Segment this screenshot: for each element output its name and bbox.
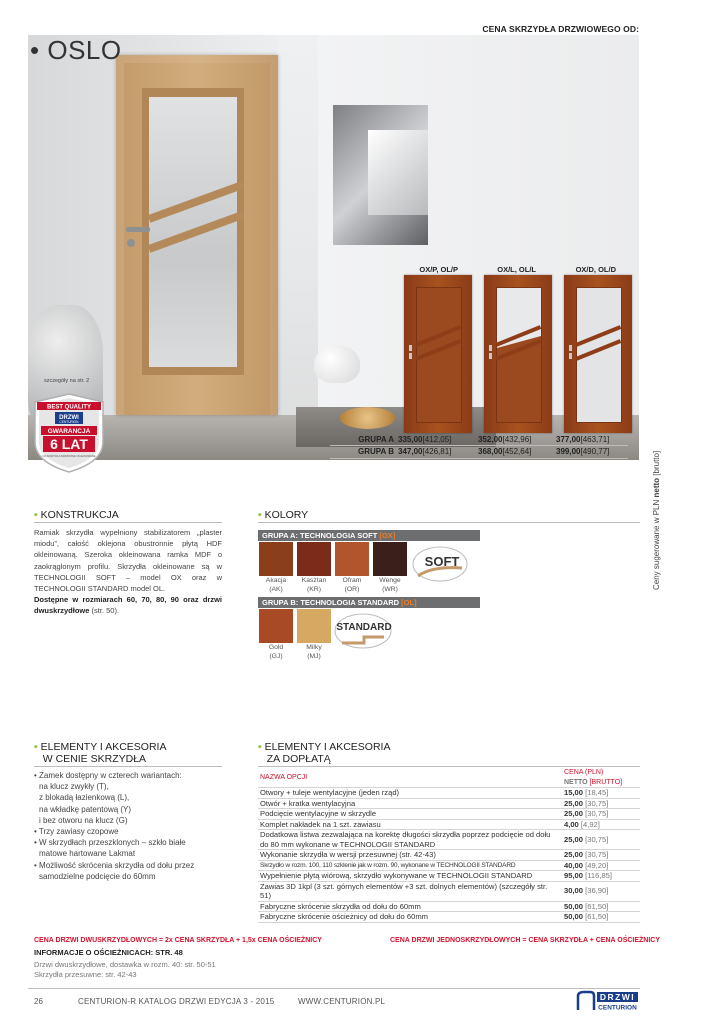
footer-rule	[28, 988, 640, 989]
swatch-kasztan	[297, 542, 331, 576]
bread	[340, 407, 395, 429]
table-row: Fabryczne skrócenie ościeżnicy od dołu do 60mm 50,00 [61,50]	[258, 912, 640, 923]
grupa-divider	[330, 458, 628, 459]
table-row: Wykonanie skrzydła w wersji przesuwnej (str. 42-43) 25,00 [30,75]	[258, 850, 640, 861]
spec-note: szczegóły na str. 2	[44, 378, 90, 384]
door-hinge	[409, 345, 412, 351]
single-door-formula: CENA DRZWI JEDNOSKRZYDŁOWYCH = CENA SKRZYDŁA + CENA OŚCIEŻNICY	[390, 937, 661, 944]
table-header-price: CENA (PLN) NETTO [BRUTTO]	[562, 768, 640, 788]
kolory-group-a-bar: GRUPA A: TECHNOLOGIA SOFT [OX]	[258, 530, 480, 541]
standard-badge-label: STANDARD	[336, 622, 392, 633]
price-p-grupa-b: 347,00[426,81]	[398, 447, 452, 456]
badge-line2: GWARANCJA	[47, 428, 91, 435]
price-side-note: Ceny sugerowane w PLN netto [brutto]	[652, 450, 661, 590]
swatch-milky	[297, 609, 331, 643]
centurion-logo	[576, 990, 640, 1012]
swatch-label-ofram: Ofram (OR)	[342, 577, 362, 593]
badge-brand-sub: CENTURION	[59, 420, 79, 424]
price-d-grupa-a: 377,00[463,71]	[556, 435, 610, 444]
elementy-doplata-title: • ELEMENTY I AKCESORIA ZA DOPŁATĄ	[258, 741, 391, 765]
swatch-gold	[259, 609, 293, 643]
door-hinge	[569, 353, 572, 359]
elementy-doplata-rule	[258, 766, 640, 767]
product-name: OSLO	[47, 35, 122, 65]
swatch-label-akacja: Akacja (AK)	[265, 577, 287, 593]
kolory-rule	[258, 522, 640, 523]
konstrukcja-title: • KONSTRUKCJA	[34, 509, 119, 521]
list-item: • Trzy zawiasy czopowe	[34, 827, 119, 837]
website-link[interactable]: WWW.CENTURION.PL	[298, 997, 386, 1006]
kolory-group-b-bar: GRUPA B: TECHNOLOGIA STANDARD [OL]	[258, 597, 480, 608]
price-l-grupa-a: 352,00[432,96]	[478, 435, 532, 444]
table-header-row	[258, 768, 640, 788]
standard-technology-icon	[334, 613, 392, 649]
list-item: na klucz zwykły (T),	[39, 782, 109, 792]
door-lock	[127, 239, 135, 247]
badge-years: 6 LAT	[50, 436, 88, 452]
catalog-title: CENTURION-R KATALOG DRZWI EDYCJA 3 - 2015	[78, 997, 275, 1006]
price-p-grupa-a: 335,00[412,05]	[398, 435, 452, 444]
door-hinge	[409, 353, 412, 359]
list-item: • W skrzydłach przeszklonych – szkło białe	[34, 838, 186, 848]
list-item: samodzielne podcięcie do 60mm	[39, 871, 156, 881]
konstrukcja-text: Ramiak skrzydła wypełniony stabilizatorem „plaster miodu”, całość oklejona obustronnie płytą HDF okleinowaną. Szeroka okleinowana ramka MDF o zaokrąglonym profilu. Skrzydła okleinowane są w TECHNOLOGII SOFT – model OX oraz w TECHNOLOGII STANDARD model OL. Dostępne w rozmiarach 60, 70, 80, 90 oraz drzwi dwuskrzydłowe (str. 50).	[34, 528, 222, 616]
double-door-formula: CENA DRZWI DWUSKRZYDŁOWYCH = 2x CENA SKRZYDŁA + 1,5x CENA OŚCIEŻNICY	[34, 937, 322, 944]
grupa-b-label: GRUPA B	[358, 447, 394, 456]
elementy-cena-list	[34, 770, 234, 882]
product-title	[30, 35, 122, 66]
list-item: na wkładkę patentową (Y)	[39, 804, 132, 814]
price-label: CENA SKRZYDŁA DRZWIOWEGO OD:	[482, 24, 639, 34]
swatch-label-milky: Milky (MJ)	[306, 644, 322, 660]
logo-bottom: CENTURION	[598, 1004, 637, 1012]
badge-small: NA SKRZYDŁA DRZWIOWE OKLEINOWANE	[42, 455, 96, 458]
best-quality-badge	[33, 392, 105, 474]
table-row: Otwory + tuleje wentylacyjne (jeden rząd) 15,00 [18,45]	[258, 788, 640, 799]
info-note: Drzwi dwuskrzydłowe, dostawka w rozm. 40: str. 50-51	[34, 960, 216, 969]
table-row: Komplet nakładek na 1 szt. zawiasu 4,00 [4,92]	[258, 819, 640, 830]
kolory-title: • KOLORY	[258, 509, 309, 521]
konstrukcja-rule	[34, 522, 222, 523]
swatch-ofram	[335, 542, 369, 576]
table-row: Fabryczne skrócenie skrzydła od dołu do 60mm 50,00 [61,50]	[258, 901, 640, 912]
variant-code-1: OX/P, OL/P	[419, 265, 458, 274]
badge-line1: BEST QUALITY	[46, 404, 92, 411]
door-hinge	[569, 345, 572, 351]
swatch-wenge	[373, 542, 407, 576]
door-hinge	[489, 353, 492, 359]
price-d-grupa-b: 399,00[490,77]	[556, 447, 610, 456]
wall-art-highlight	[368, 130, 428, 215]
swatch-label-wenge: Wenge (WR)	[379, 577, 401, 593]
table-row: Zawias 3D 1kpl (3 szt. górnych elementów +3 szt. dolnych elementów) (szczegóły str. 51) 30,00 [36,90]	[258, 881, 640, 901]
table-row: Wypełnienie płytą wiórową, skrzydło wykonywane w TECHNOLOGII STANDARD 95,00 [116,85]	[258, 871, 640, 882]
variant-code-3: OX/D, OL/D	[575, 265, 616, 274]
grupa-a-label: GRUPA A	[358, 435, 394, 444]
elementy-cena-rule	[34, 766, 222, 767]
green-bullet-icon: •	[258, 509, 262, 521]
table-row: Otwór + kratka wentylacyjna 25,00 [30,75]	[258, 798, 640, 809]
variant-door-l	[484, 275, 552, 433]
frames-info-title: INFORMACJE O OŚCIEŻNICACH: STR. 48	[34, 948, 183, 957]
options-table	[258, 768, 640, 923]
list-item: matowe hartowane Lakmat	[39, 849, 136, 859]
door-hinge	[489, 345, 492, 351]
swatch-akacja	[259, 542, 293, 576]
swatch-label-gold: Gold (GJ)	[268, 644, 284, 660]
logo-top: DRZWI	[599, 992, 636, 1003]
swatch-label-kasztan: Kasztan (KR)	[301, 577, 327, 593]
green-bullet-icon: •	[258, 741, 262, 753]
page-number: 26	[34, 997, 43, 1006]
list-item: • Zamek dostępny w czterech wariantach:	[34, 771, 182, 780]
price-l-grupa-b: 368,00[452,64]	[478, 447, 532, 456]
variant-door-p	[404, 275, 472, 433]
elementy-cena-title: • ELEMENTY I AKCESORIA W CENIE SKRZYDŁA	[34, 741, 167, 765]
grupa-divider	[330, 445, 628, 446]
badge-brand: DRZWI	[59, 415, 79, 421]
title-bullet: •	[30, 35, 40, 65]
variant-door-d	[564, 275, 632, 433]
kettle	[314, 345, 360, 383]
table-row: Skrzydło w rozm. 100, 110 szklenie jak w rozm. 90, wykonane w TECHNOLOGII STANDARD 40,00 [49,20]	[258, 860, 640, 871]
soft-badge-label: SOFT	[424, 554, 460, 569]
info-note: Skrzydła przesuwne: str. 42-43	[34, 970, 137, 979]
list-item: i bez otworu na klucz (G)	[39, 815, 128, 825]
variant-code-2: OX/L, OL/L	[497, 265, 536, 274]
door-handle	[126, 227, 150, 232]
green-bullet-icon: •	[34, 741, 38, 753]
table-row: Podcięcie wentylacyjne w skrzydle 25,00 [30,75]	[258, 809, 640, 820]
table-row: Dodatkowa listwa zezwalająca na korektę długości skrzydła poprzez podcięcie od dołu do 80 mm wykonane w TECHNOLOGII STANDARD 25,00 [30,75]	[258, 830, 640, 850]
soft-technology-icon	[412, 546, 468, 582]
green-bullet-icon: •	[34, 509, 38, 521]
list-item: • Możliwość skrócenia skrzydła od dołu przez	[34, 860, 195, 870]
list-item: z blokadą łazienkową (L),	[39, 793, 130, 803]
table-header-name: NAZWA OPCJI	[258, 768, 562, 788]
